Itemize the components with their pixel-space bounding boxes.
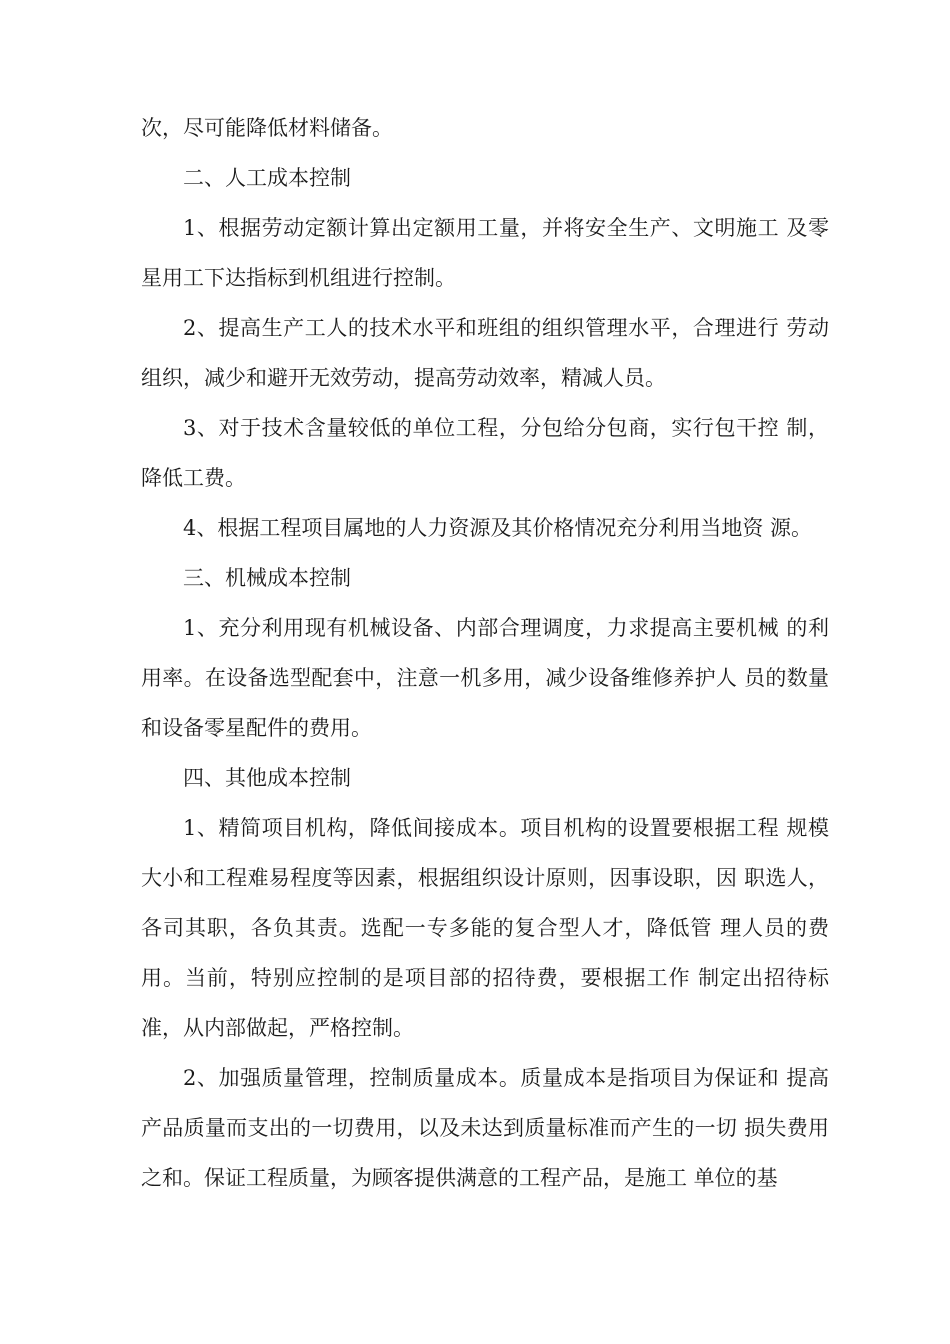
heading-machinery-cost-control: 三、机械成本控制 (183, 566, 351, 590)
paragraph-material-reserve: 次，尽可能降低材料储备。 (141, 116, 393, 140)
paragraph-labor-2: 2、提高生产工人的技术水平和班组的组织管理水平，合理进行 劳动组织，减少和避开无效劳动，提高劳动效率，精减人员。 (141, 316, 829, 390)
paragraph-labor-4: 4、根据工程项目属地的人力资源及其价格情况充分利用当地资 源。 (183, 516, 813, 540)
paragraph-other-2: 2、加强质量管理，控制质量成本。质量成本是指项目为保证和 提高产品质量而支出的一切费用，以及未达到质量标准而产生的一切 损失费用之和。保证工程质量，为顾客提供满意的工程产品，是施工 单位的基 (141, 1066, 829, 1190)
paragraph-other-1: 1、精简项目机构，降低间接成本。项目机构的设置要根据工程 规模大小和工程难易程度等因素，根据组织设计原则，因事设职，因 职选人，各司其职，各负其责。选配一专多能的复合型人才，降低管 理人员的费用。当前，特别应控制的是项目部的招待费，要根据工作 制定出招待标准，从内部做起，严格控制。 (141, 816, 829, 1040)
heading-labor-cost-control: 二、人工成本控制 (183, 166, 351, 190)
heading-other-cost-control: 四、其他成本控制 (183, 766, 351, 790)
paragraph-labor-1: 1、根据劳动定额计算出定额用工量，并将安全生产、文明施工 及零星用工下达指标到机组进行控制。 (141, 216, 829, 290)
document-body (141, 103, 829, 1203)
paragraph-machinery-1: 1、充分利用现有机械设备、内部合理调度，力求提高主要机械 的利用率。在设备选型配套中，注意一机多用，减少设备维修养护人 员的数量和设备零星配件的费用。 (141, 616, 829, 740)
paragraph-labor-3: 3、对于技术含量较低的单位工程，分包给分包商，实行包干控 制，降低工费。 (141, 416, 829, 490)
